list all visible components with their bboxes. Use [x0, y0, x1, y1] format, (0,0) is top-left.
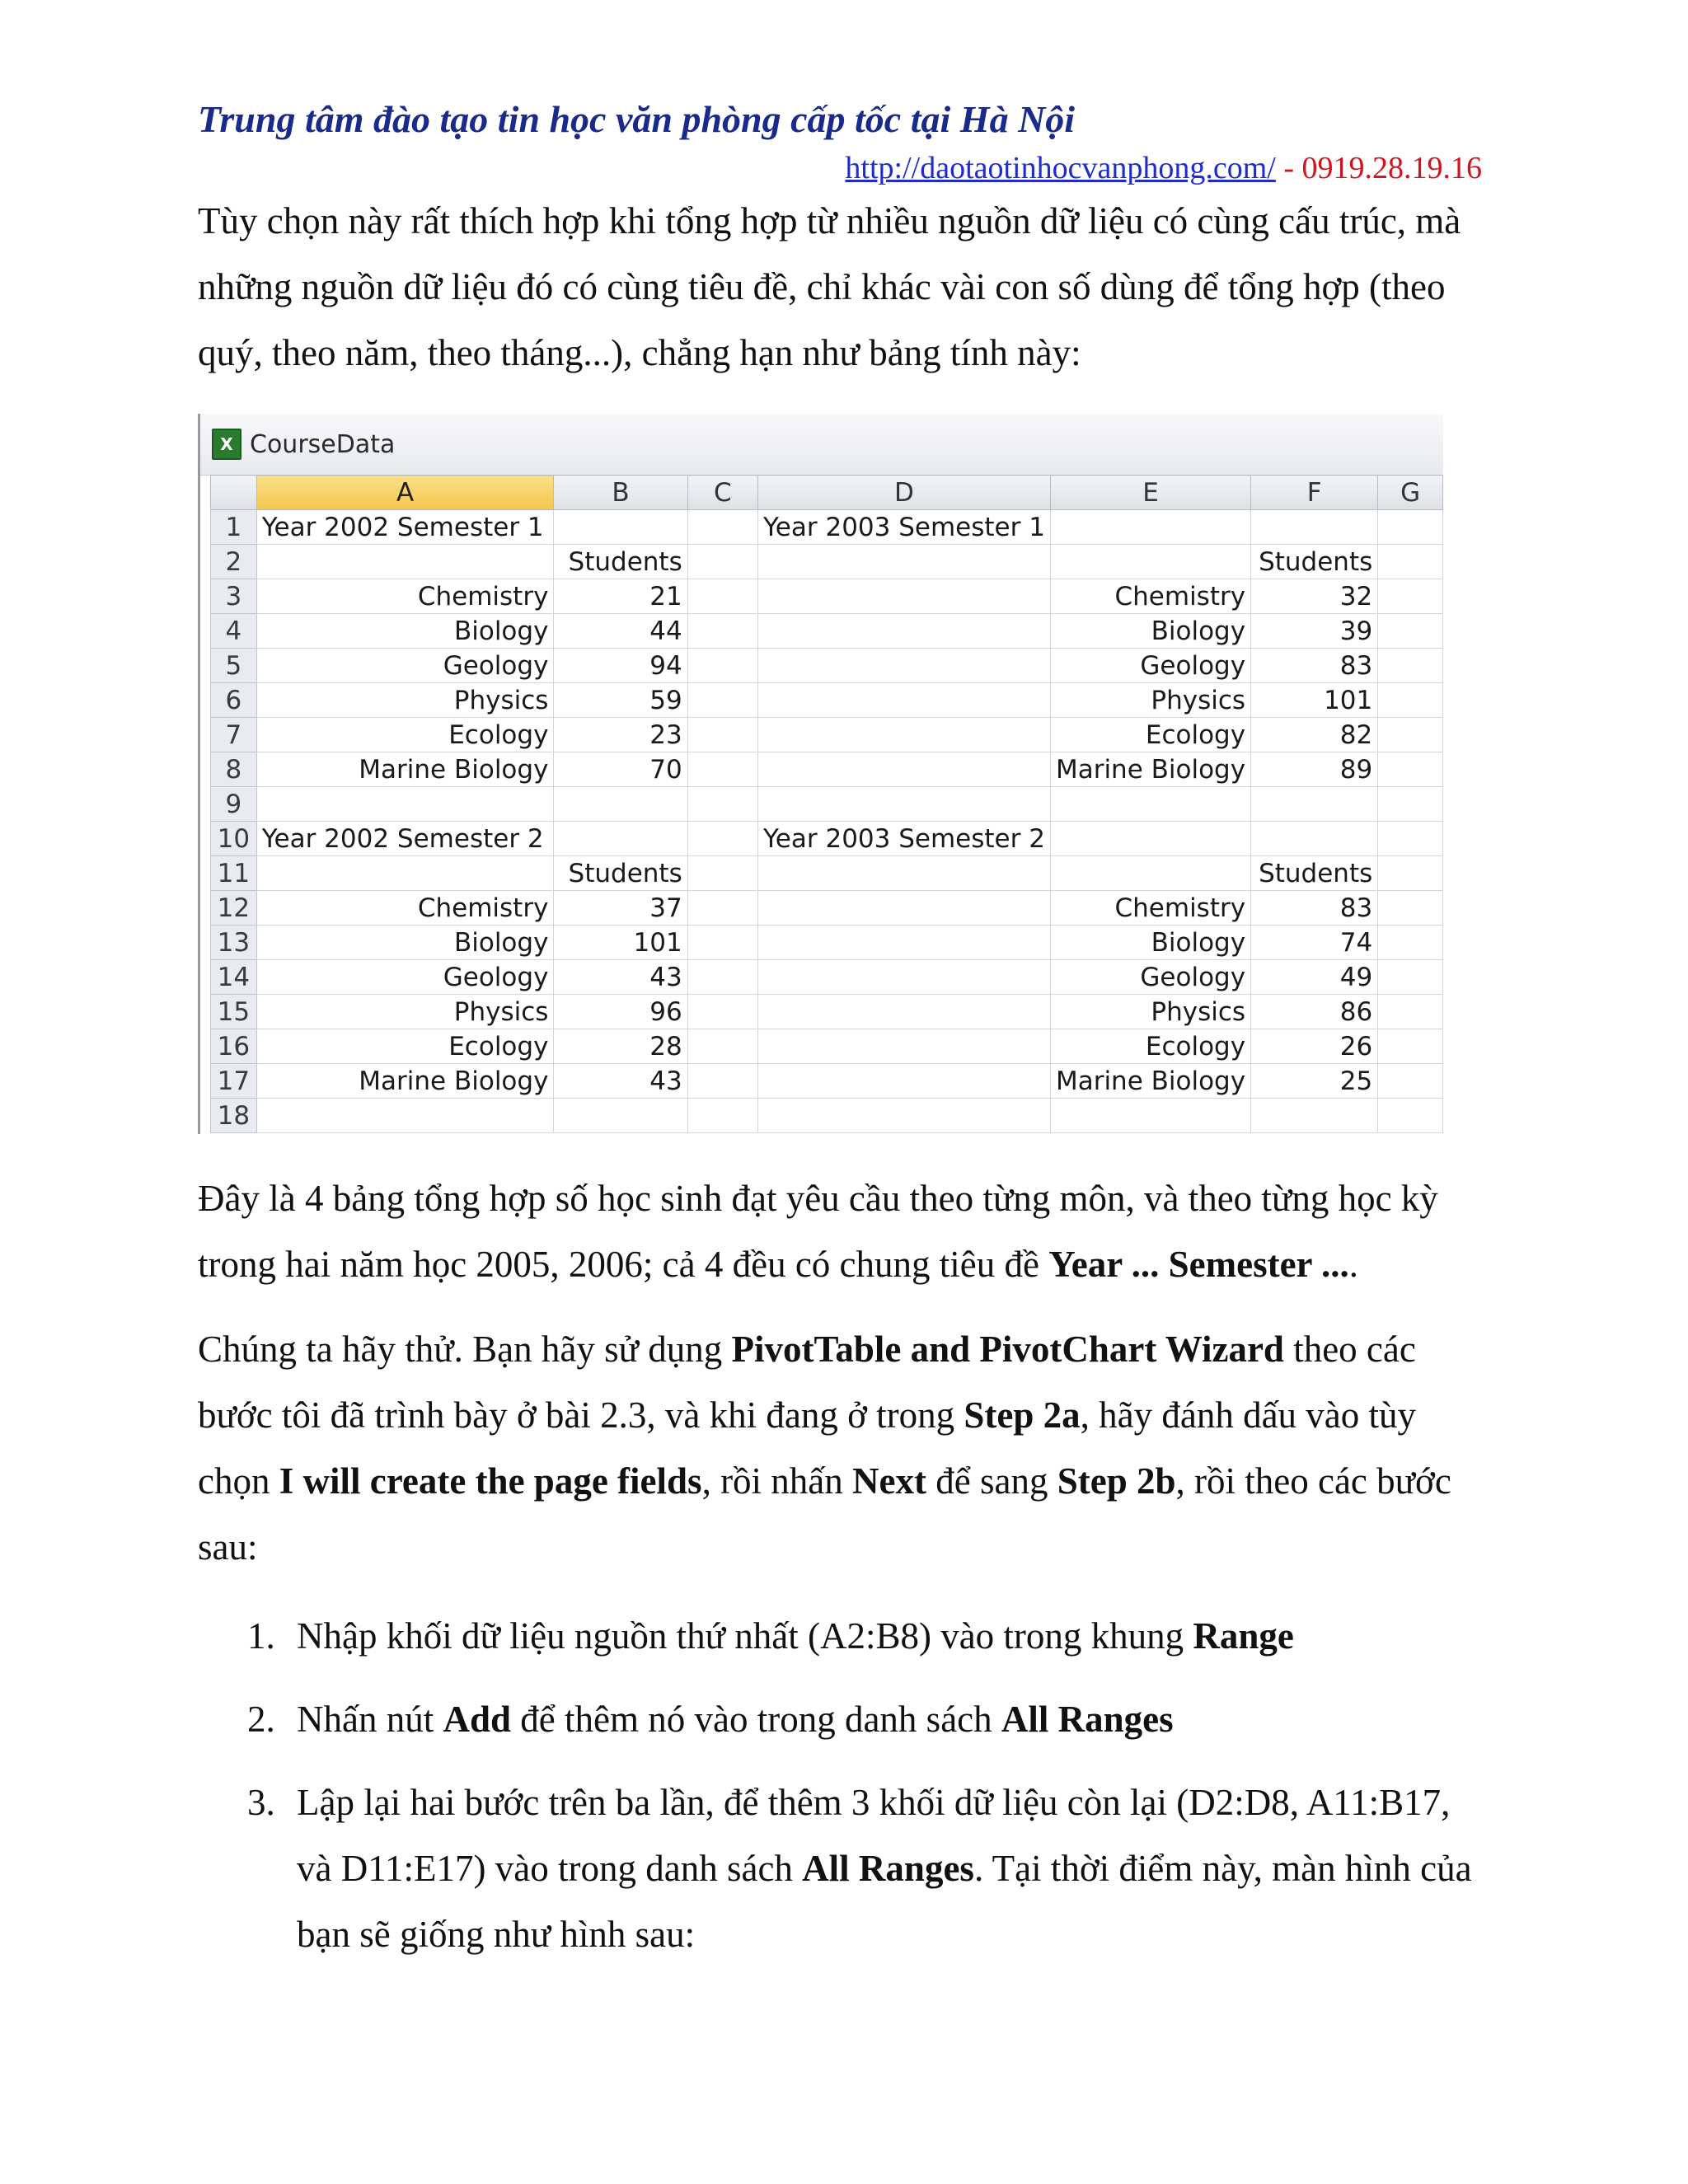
- cell[interactable]: 83: [1251, 649, 1378, 683]
- cell[interactable]: [1378, 1099, 1443, 1133]
- cell[interactable]: 70: [554, 752, 687, 787]
- cell[interactable]: [687, 822, 757, 856]
- table-row: [211, 822, 1443, 856]
- row-header[interactable]: 5: [211, 649, 257, 683]
- cell[interactable]: [1251, 787, 1378, 822]
- cell[interactable]: Students: [554, 856, 687, 891]
- cell[interactable]: [757, 995, 1050, 1029]
- cell[interactable]: 25: [1251, 1064, 1378, 1099]
- cell[interactable]: [1378, 1029, 1443, 1064]
- row-header[interactable]: 8: [211, 752, 257, 787]
- table-row: [211, 1064, 1443, 1099]
- cell[interactable]: [1378, 718, 1443, 752]
- cell[interactable]: Marine Biology: [1050, 752, 1250, 787]
- cell[interactable]: [1378, 1064, 1443, 1099]
- cell[interactable]: [687, 718, 757, 752]
- cell[interactable]: Geology: [1050, 649, 1250, 683]
- table-row: [211, 1099, 1443, 1133]
- cell[interactable]: Chemistry: [256, 891, 554, 926]
- cell[interactable]: 21: [554, 579, 687, 614]
- cell[interactable]: [757, 891, 1050, 926]
- row-header[interactable]: 17: [211, 1064, 257, 1099]
- cell[interactable]: [757, 960, 1050, 995]
- cell[interactable]: Chemistry: [256, 579, 554, 614]
- table-row: [211, 510, 1443, 545]
- cell[interactable]: Physics: [256, 683, 554, 718]
- cell[interactable]: Physics: [256, 995, 554, 1029]
- cell[interactable]: Marine Biology: [1050, 1064, 1250, 1099]
- cell[interactable]: Chemistry: [1050, 891, 1250, 926]
- cell[interactable]: [687, 579, 757, 614]
- cell[interactable]: 39: [1251, 614, 1378, 649]
- cell[interactable]: 43: [554, 1064, 687, 1099]
- table-row: [211, 579, 1443, 614]
- cell[interactable]: Biology: [256, 614, 554, 649]
- cell[interactable]: 74: [1251, 926, 1378, 960]
- phone-number: - 0919.28.19.16: [1275, 151, 1482, 185]
- cell[interactable]: [1378, 614, 1443, 649]
- row-header[interactable]: 7: [211, 718, 257, 752]
- cell[interactable]: 59: [554, 683, 687, 718]
- cell[interactable]: [687, 787, 757, 822]
- cell[interactable]: [1251, 510, 1378, 545]
- table-row: [211, 545, 1443, 579]
- cell[interactable]: [1050, 1099, 1250, 1133]
- summary-paragraph: Đây là 4 bảng tổng hợp số học sinh đạt yêu cầu theo từng môn, và theo từng học kỳ trong hai năm học 2005, 2006; cả 4 đều có chung tiêu đề Year ... Semester ....: [198, 1178, 1438, 1285]
- row-header[interactable]: 6: [211, 683, 257, 718]
- cell[interactable]: 32: [1251, 579, 1378, 614]
- workbook-title: CourseData: [250, 430, 396, 459]
- cell[interactable]: Biology: [1050, 614, 1250, 649]
- cell[interactable]: [687, 1064, 757, 1099]
- table-row: [211, 1029, 1443, 1064]
- cell[interactable]: [757, 545, 1050, 579]
- cell[interactable]: Students: [1251, 856, 1378, 891]
- table-row: [211, 856, 1443, 891]
- cell[interactable]: [1050, 822, 1250, 856]
- table-row: [211, 752, 1443, 787]
- cell[interactable]: [1050, 510, 1250, 545]
- cell[interactable]: Physics: [1050, 995, 1250, 1029]
- spreadsheet-window: [198, 414, 1443, 1134]
- row-header[interactable]: 4: [211, 614, 257, 649]
- cell[interactable]: Students: [1251, 545, 1378, 579]
- cell[interactable]: Year 2002 Semester 1: [256, 510, 554, 545]
- cell[interactable]: [256, 787, 554, 822]
- cell[interactable]: 37: [554, 891, 687, 926]
- spreadsheet-grid: [210, 475, 1443, 1133]
- row-header[interactable]: 9: [211, 787, 257, 822]
- cell[interactable]: Physics: [1050, 683, 1250, 718]
- column-header-f[interactable]: F: [1251, 476, 1378, 510]
- row-header[interactable]: 15: [211, 995, 257, 1029]
- cell[interactable]: Chemistry: [1050, 579, 1250, 614]
- cell[interactable]: [757, 1099, 1050, 1133]
- column-header-c[interactable]: C: [687, 476, 757, 510]
- cell[interactable]: [1378, 822, 1443, 856]
- cell[interactable]: 23: [554, 718, 687, 752]
- row-header[interactable]: 14: [211, 960, 257, 995]
- table-row: [211, 718, 1443, 752]
- cell[interactable]: [1251, 1099, 1378, 1133]
- row-header[interactable]: 12: [211, 891, 257, 926]
- cell[interactable]: [757, 1064, 1050, 1099]
- cell[interactable]: 96: [554, 995, 687, 1029]
- cell[interactable]: Ecology: [256, 718, 554, 752]
- cell[interactable]: [554, 787, 687, 822]
- table-row: [211, 614, 1443, 649]
- cell[interactable]: Ecology: [1050, 718, 1250, 752]
- cell[interactable]: [1378, 752, 1443, 787]
- cell[interactable]: [554, 510, 687, 545]
- cell[interactable]: [1378, 683, 1443, 718]
- cell[interactable]: [757, 1029, 1050, 1064]
- cell[interactable]: [256, 856, 554, 891]
- cell[interactable]: Marine Biology: [256, 1064, 554, 1099]
- cell[interactable]: 44: [554, 614, 687, 649]
- column-header-row: [211, 476, 1443, 510]
- cell[interactable]: 83: [1251, 891, 1378, 926]
- cell[interactable]: 43: [554, 960, 687, 995]
- cell[interactable]: 94: [554, 649, 687, 683]
- cell[interactable]: [256, 1099, 554, 1133]
- cell[interactable]: Year 2002 Semester 2: [256, 822, 554, 856]
- cell[interactable]: [757, 926, 1050, 960]
- cell[interactable]: 86: [1251, 995, 1378, 1029]
- cell[interactable]: 101: [1251, 683, 1378, 718]
- cell[interactable]: [757, 718, 1050, 752]
- cell[interactable]: [687, 683, 757, 718]
- cell[interactable]: 26: [1251, 1029, 1378, 1064]
- cell[interactable]: Geology: [256, 960, 554, 995]
- cell[interactable]: [554, 1099, 687, 1133]
- cell[interactable]: [1378, 510, 1443, 545]
- cell[interactable]: [1378, 787, 1443, 822]
- cell[interactable]: Year 2003 Semester 2: [757, 822, 1050, 856]
- row-header[interactable]: 2: [211, 545, 257, 579]
- cell[interactable]: Students: [554, 545, 687, 579]
- website-link[interactable]: http://daotaotinhocvanphong.com/: [845, 151, 1276, 185]
- table-row: [211, 960, 1443, 995]
- cell[interactable]: [757, 614, 1050, 649]
- cell[interactable]: 49: [1251, 960, 1378, 995]
- cell[interactable]: [1378, 891, 1443, 926]
- cell[interactable]: 89: [1251, 752, 1378, 787]
- cell[interactable]: Ecology: [1050, 1029, 1250, 1064]
- cell[interactable]: [1378, 579, 1443, 614]
- cell[interactable]: Ecology: [256, 1029, 554, 1064]
- cell[interactable]: [757, 683, 1050, 718]
- cell[interactable]: [687, 649, 757, 683]
- cell[interactable]: [1050, 787, 1250, 822]
- cell[interactable]: [687, 995, 757, 1029]
- intro-paragraph: Tùy chọn này rất thích hợp khi tổng hợp từ nhiều nguồn dữ liệu có cùng cấu trúc, mà những nguồn dữ liệu đó có cùng tiêu đề, chỉ khác vài con số dùng để tổng hợp (theo quý, theo năm, theo tháng...), chẳng hạn như bảng tính này:: [198, 200, 1461, 373]
- row-header[interactable]: 13: [211, 926, 257, 960]
- cell[interactable]: [687, 960, 757, 995]
- row-header[interactable]: 1: [211, 510, 257, 545]
- cell[interactable]: [687, 752, 757, 787]
- cell[interactable]: Geology: [256, 649, 554, 683]
- cell[interactable]: Biology: [256, 926, 554, 960]
- cell[interactable]: [1378, 649, 1443, 683]
- header-title: Trung tâm đào tạo tin học văn phòng cấp tốc tại Hà Nội: [198, 98, 1076, 140]
- row-header[interactable]: 10: [211, 822, 257, 856]
- cell[interactable]: [687, 1099, 757, 1133]
- cell[interactable]: [687, 510, 757, 545]
- cell[interactable]: Biology: [1050, 926, 1250, 960]
- cell[interactable]: [1251, 822, 1378, 856]
- cell[interactable]: [687, 856, 757, 891]
- cell[interactable]: [687, 614, 757, 649]
- cell[interactable]: [687, 1029, 757, 1064]
- cell[interactable]: Geology: [1050, 960, 1250, 995]
- column-header-e[interactable]: E: [1050, 476, 1250, 510]
- row-header[interactable]: 3: [211, 579, 257, 614]
- row-header[interactable]: 11: [211, 856, 257, 891]
- excel-icon: X: [212, 429, 241, 460]
- table-row: [211, 995, 1443, 1029]
- header-contact: [845, 150, 1482, 186]
- cell[interactable]: [757, 856, 1050, 891]
- cell[interactable]: [256, 545, 554, 579]
- spreadsheet-titlebar: [200, 414, 1443, 476]
- cell[interactable]: [1378, 856, 1443, 891]
- cell[interactable]: [554, 822, 687, 856]
- cell[interactable]: [1050, 856, 1250, 891]
- cell[interactable]: [687, 926, 757, 960]
- table-row: [211, 891, 1443, 926]
- cell[interactable]: [757, 649, 1050, 683]
- cell[interactable]: [1378, 926, 1443, 960]
- cell[interactable]: 28: [554, 1029, 687, 1064]
- cell[interactable]: [757, 752, 1050, 787]
- cell[interactable]: Marine Biology: [256, 752, 554, 787]
- cell[interactable]: [1378, 545, 1443, 579]
- cell[interactable]: [757, 787, 1050, 822]
- column-header-g[interactable]: G: [1378, 476, 1443, 510]
- column-header-b[interactable]: B: [554, 476, 687, 510]
- cell[interactable]: [757, 579, 1050, 614]
- column-header-a[interactable]: A: [256, 476, 554, 510]
- instructions-paragraph: Chúng ta hãy thử. Bạn hãy sử dụng PivotTable and PivotChart Wizard theo các bước tôi đã trình bày ở bài 2.3, và khi đang ở trong Step 2a, hãy đánh dấu vào tùy chọn I will create the page fields, rồi nhấn Next để sang Step 2b, rồi theo các bước sau:: [198, 1329, 1451, 1568]
- column-header-d[interactable]: D: [757, 476, 1050, 510]
- cell[interactable]: 101: [554, 926, 687, 960]
- cell[interactable]: [687, 545, 757, 579]
- cell[interactable]: [687, 891, 757, 926]
- row-header[interactable]: 18: [211, 1099, 257, 1133]
- table-row: [211, 787, 1443, 822]
- table-row: [211, 926, 1443, 960]
- cell[interactable]: 82: [1251, 718, 1378, 752]
- cell[interactable]: [1378, 995, 1443, 1029]
- cell[interactable]: [1378, 960, 1443, 995]
- select-all-corner[interactable]: [211, 476, 257, 510]
- row-header[interactable]: 16: [211, 1029, 257, 1064]
- table-row: [211, 683, 1443, 718]
- cell[interactable]: [1050, 545, 1250, 579]
- cell[interactable]: Year 2003 Semester 1: [757, 510, 1050, 545]
- table-row: [211, 649, 1443, 683]
